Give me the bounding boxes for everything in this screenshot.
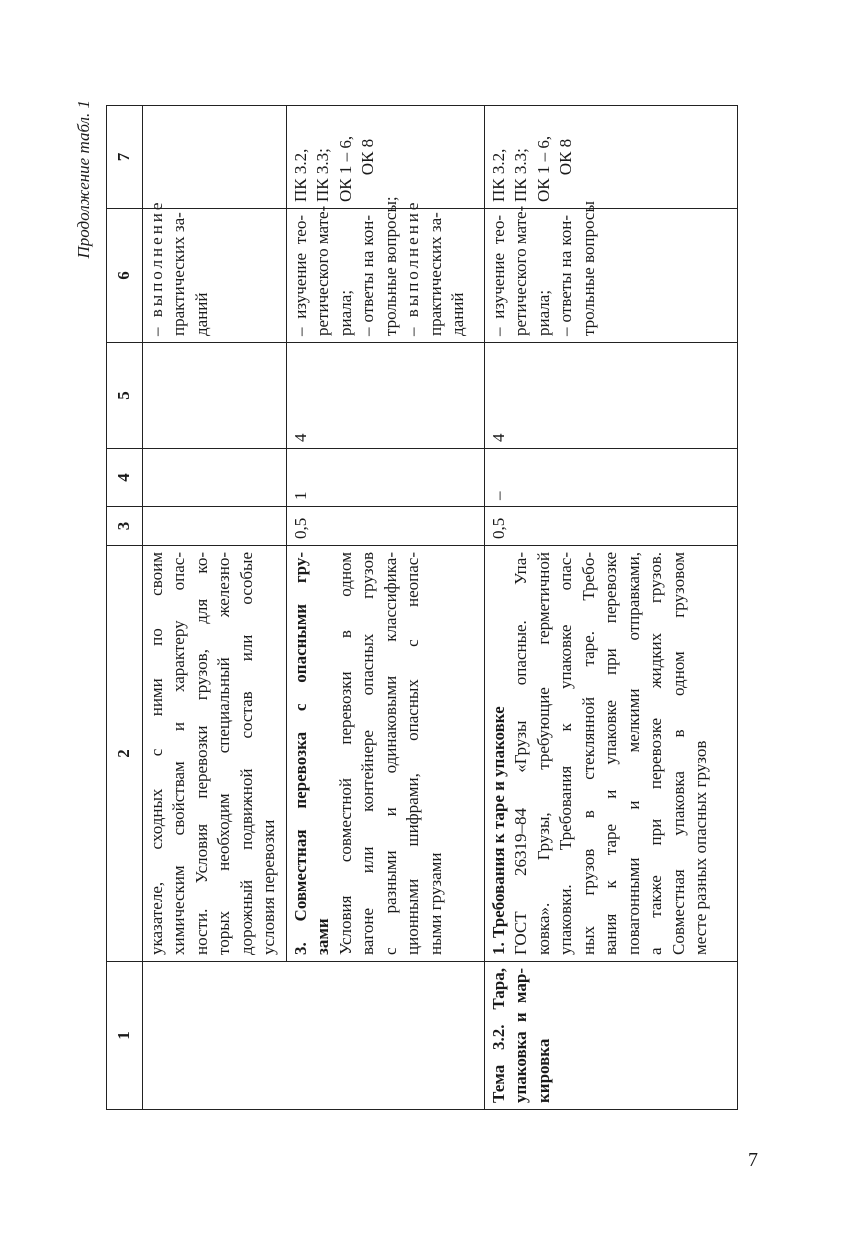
task-line: – изучение тео- [290, 215, 310, 336]
content-title-line: 1. Требования к таре и упаковке [488, 706, 508, 955]
cell-hours: 0,5 [286, 507, 484, 546]
task-line: практических за- [169, 212, 188, 336]
competency-line: ПК 3.3; [313, 148, 332, 202]
cell-tasks [286, 196, 484, 343]
cell-content [142, 546, 286, 962]
task-line: – выполнение [403, 199, 422, 336]
content-line: вагоне или контейнере опасных грузов [358, 552, 377, 955]
header-col-7: 7 [107, 106, 143, 209]
competency-line: ОК 8 [358, 138, 377, 176]
competency-line: ОК 1 – 6, [335, 135, 355, 202]
cell-hours: 0,5 [484, 507, 738, 546]
cell-competencies [484, 106, 738, 209]
task-line: ретического мате- [313, 205, 332, 336]
topic-line: упаковка и мар- [511, 968, 530, 1103]
content-line: ными грузами [425, 852, 445, 955]
competency-line: ОК 8 [556, 138, 575, 176]
course-plan-table [106, 105, 738, 1110]
content-line: дорожный подвижной состав или особые [236, 552, 256, 955]
task-line: – ответы на кон- [358, 215, 377, 336]
content-line: месте разных опасных грузов [691, 740, 710, 955]
content-title-line: 3. Совместная перевозка с опасными гру- [290, 552, 310, 955]
content-line: Совместная упаковка в одном грузовом [668, 552, 688, 955]
content-line: повагонными и мелкими отправками, [623, 552, 643, 955]
content-line: ГОСТ 26319–84 «Грузы опасные. Упа- [511, 552, 530, 955]
task-line: – ответы на кон- [556, 215, 575, 336]
content-line: а также при перевозке жидких грузов. [646, 552, 665, 955]
content-line: упаковки. Требования к упаковке опас- [556, 552, 575, 955]
header-col-5: 5 [107, 343, 143, 449]
content-line: с разными и одинаковыми классифика- [380, 552, 400, 955]
content-title-line: зами [313, 918, 332, 955]
task-line: даний [448, 292, 467, 336]
table-row [484, 106, 738, 1110]
content-line: химическим свойствам и характеру опас- [169, 552, 188, 955]
cell-self-study [142, 343, 286, 449]
page-number: 7 [748, 1149, 758, 1171]
table-caption: Продолжение табл. 1 [74, 100, 93, 259]
table-header-row [107, 106, 143, 1110]
task-line: риала; [335, 289, 355, 336]
task-line: – изучение тео- [488, 215, 508, 336]
task-line: даний [191, 292, 211, 336]
competency-line: ПК 3.3; [511, 148, 530, 202]
cell-practice [142, 449, 286, 507]
cell-topic [142, 962, 484, 1110]
table-row [286, 106, 484, 1110]
cell-tasks [484, 201, 738, 343]
task-line: – выполнение [146, 199, 166, 336]
cell-topic [484, 962, 738, 1110]
header-col-3: 3 [107, 507, 143, 546]
cell-content [286, 546, 484, 962]
header-col-2: 2 [107, 546, 143, 962]
topic-line: кировка [533, 1038, 553, 1103]
content-line: указателе, сходных с ними по своим [146, 552, 166, 955]
cell-practice: 1 [286, 449, 484, 507]
content-line: торых необходим специальный железно- [214, 552, 233, 955]
rotated-table-wrapper [106, 106, 738, 1110]
competency-line: ПК 3.2, [488, 148, 508, 202]
content-line: ных грузов в стеклянной таре. Требо- [578, 552, 598, 955]
task-line: ретического мате- [511, 205, 530, 336]
header-col-1: 1 [107, 962, 143, 1110]
task-line: риала; [533, 289, 553, 336]
cell-competencies [286, 106, 484, 209]
content-line: вания к таре и упаковке при перевозке [601, 552, 620, 955]
header-col-4: 4 [107, 449, 143, 507]
topic-line: Тема 3.2. Тара, [488, 968, 508, 1103]
table-row [142, 106, 286, 1110]
cell-competencies [142, 106, 286, 209]
task-line: практических за- [425, 212, 445, 336]
cell-self-study: 4 [286, 343, 484, 449]
cell-self-study: 4 [484, 343, 738, 449]
competency-line: ПК 3.2, [290, 148, 310, 202]
content-line: ционными шифрами, опасных с неопас- [403, 552, 422, 955]
content-line: ковка». Грузы, требующие герметичной [533, 552, 553, 955]
cell-practice: – [484, 449, 738, 507]
content-line: Условия совместной перевозки в одном [335, 552, 355, 955]
task-line: трольные вопросы; [380, 196, 400, 336]
content-line: условия перевозки [259, 819, 278, 955]
cell-hours [142, 507, 286, 546]
content-line: ности. Условия перевозки грузов, для ко- [191, 552, 211, 955]
competency-line: ОК 1 – 6, [533, 135, 553, 202]
cell-content [484, 546, 738, 962]
cell-tasks [142, 199, 286, 343]
task-line: трольные вопросы [578, 201, 598, 336]
header-col-6: 6 [107, 209, 143, 343]
